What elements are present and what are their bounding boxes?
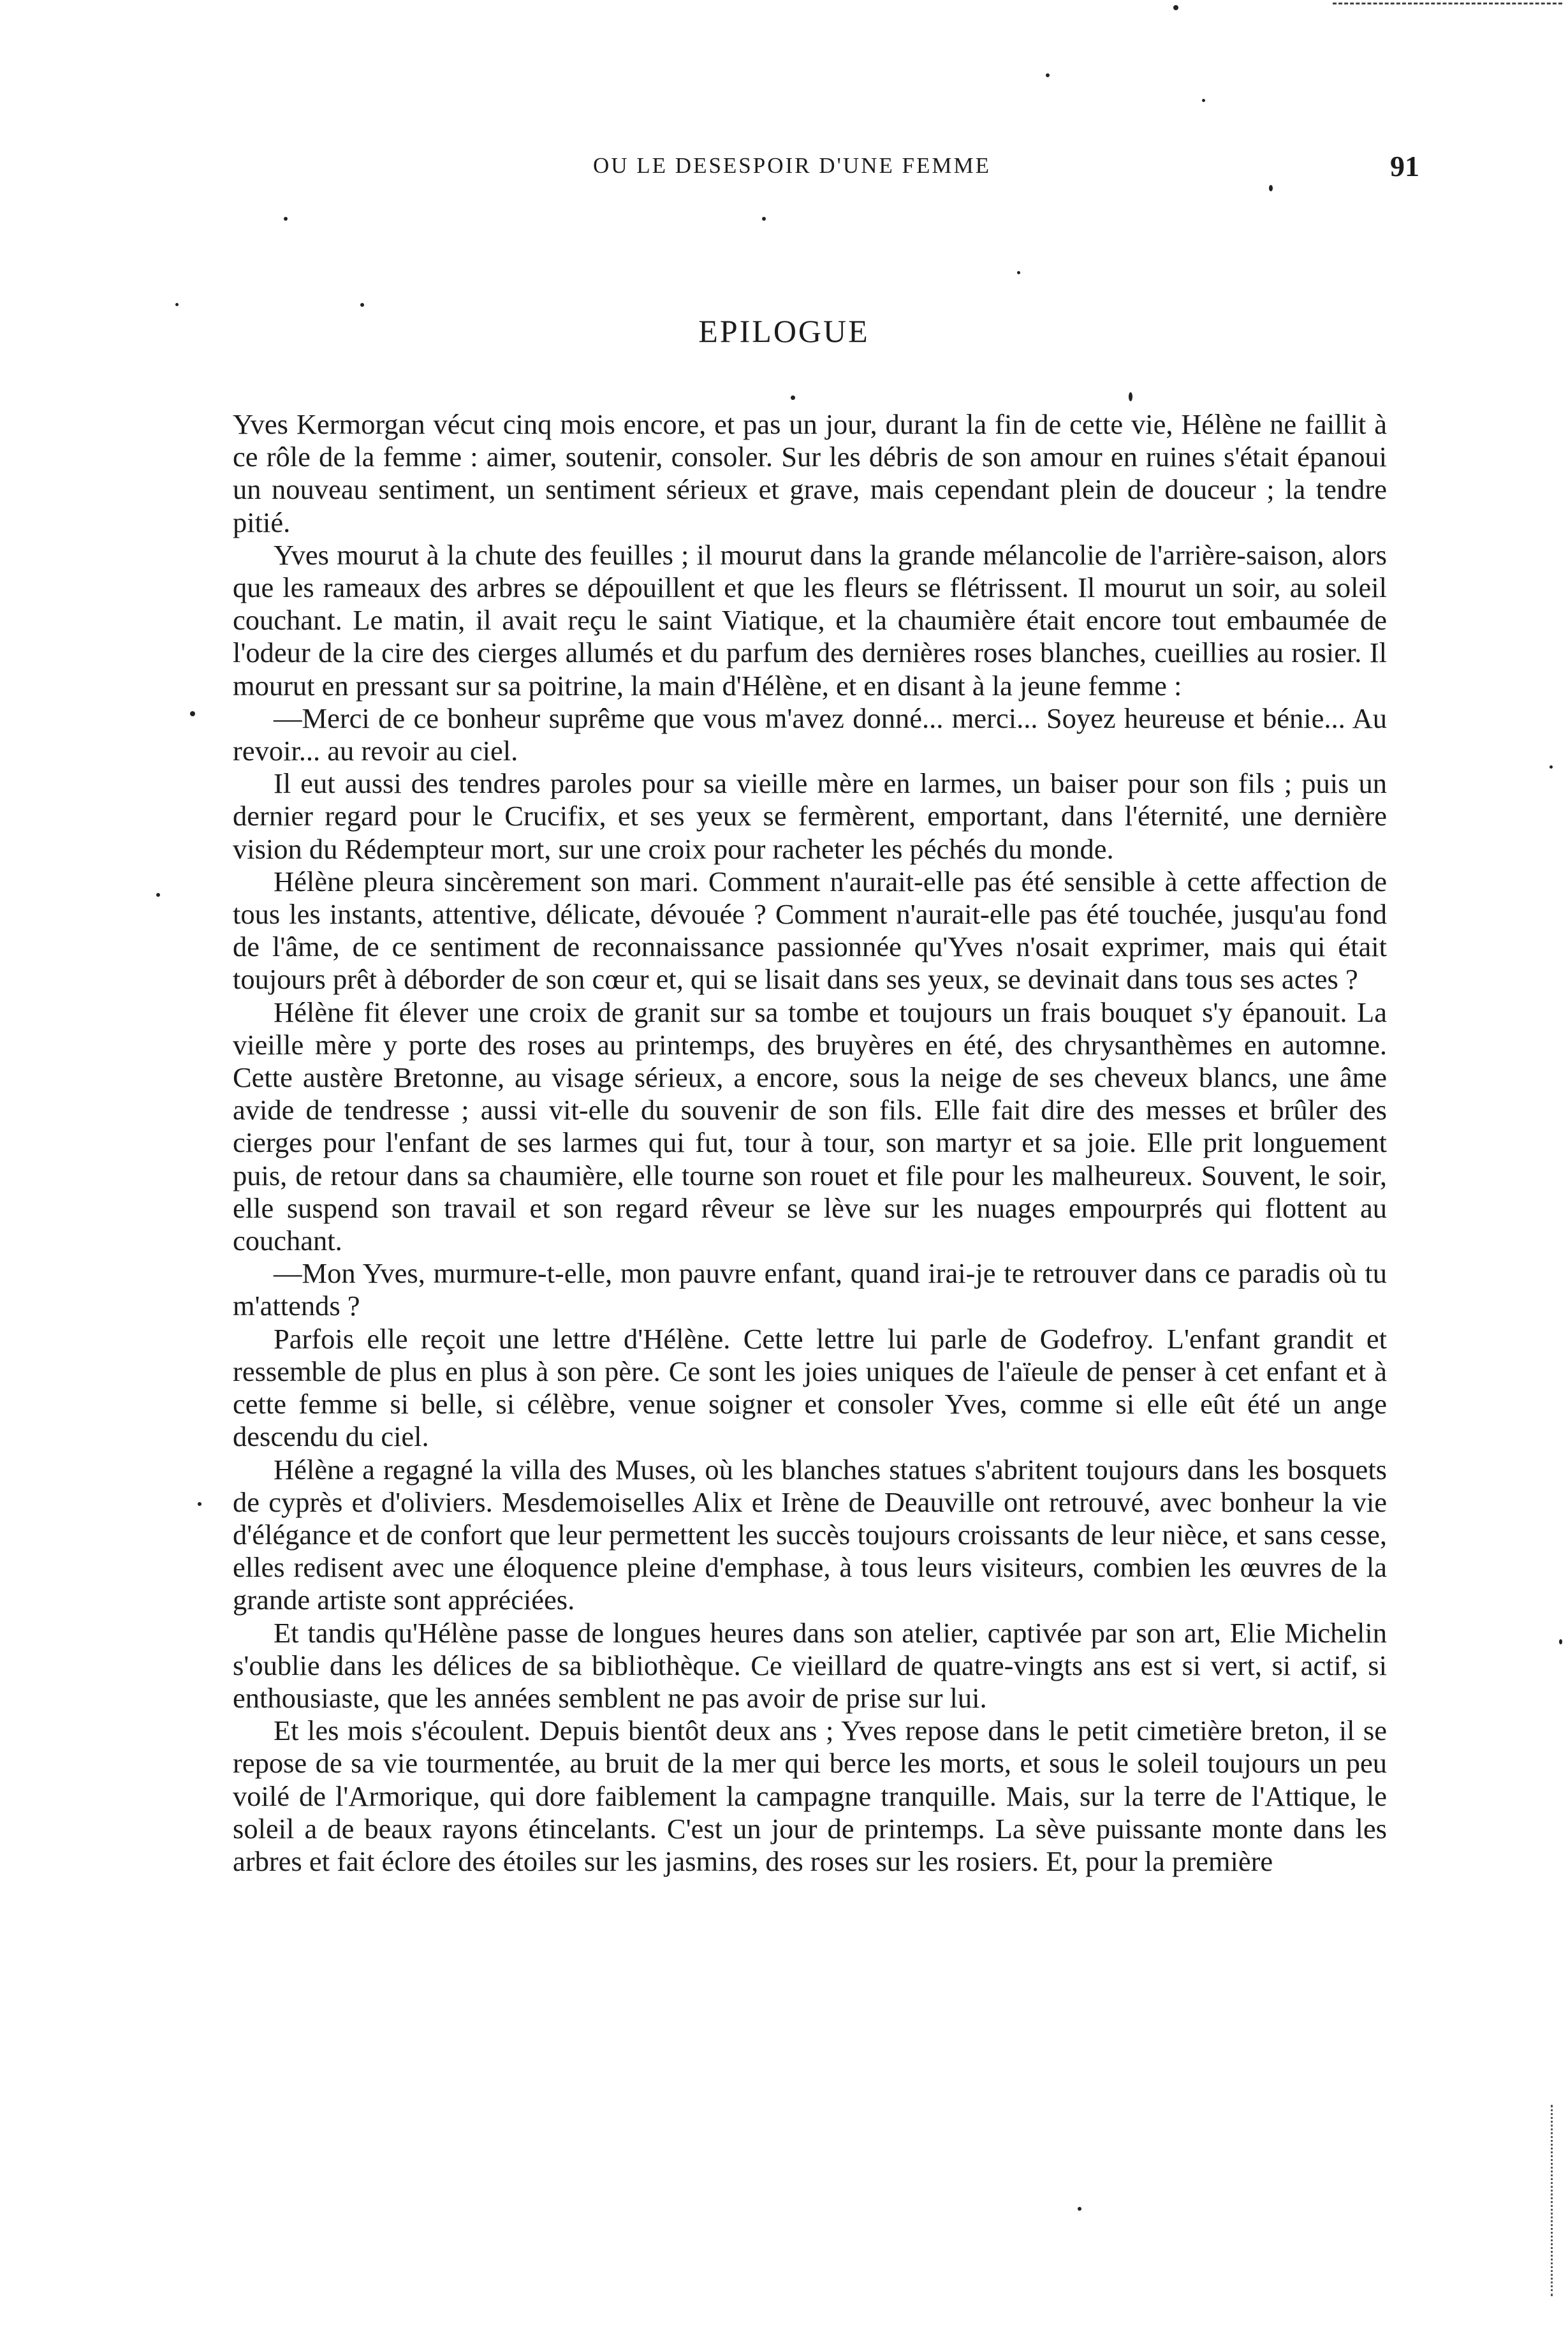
page-number: 91 <box>1390 150 1419 182</box>
scan-speck <box>198 1502 201 1506</box>
paragraph: Yves mourut à la chute des feuilles ; il mourut dans la grande mélancolie de l'arrière-saison, alors que les rameaux des arbres se dépouillent et que les fleurs se flétrissent. Il mourut un soir, au soleil couchant. Le matin, il avait reçu le saint Viatique, et la chaumière était encore tout embaumée de l'odeur de la cire des cierges allumés et du parfum des dernières roses blanches, cueillies au rosier. Il mourut en pressant sur sa poitrine, la main d'Hélène, et en disant à la jeune femme : <box>233 538 1387 702</box>
scan-speck <box>190 711 195 716</box>
scan-speck <box>762 217 766 221</box>
scan-speck <box>175 303 179 306</box>
body-text <box>233 408 1387 1878</box>
running-head <box>0 150 1568 191</box>
paragraph: Et tandis qu'Hélène passe de longues heures dans son atelier, captivée par son art, Elie Michelin s'oublie dans les délices de sa bibliothèque. Ce vieillard de quatre-vingts ans est si vert, si actif, si enthousiaste, que les années semblent ne pas avoir de prise sur lui. <box>233 1616 1387 1714</box>
paragraph: Hélène a regagné la villa des Muses, où les blanches statues s'abritent toujours dans les bosquets de cyprès et d'oliviers. Mesdemoiselles Alix et Irène de Deauville ont retrouvé, avec bonheur la vie d'élégance et de confort que leur permettent les succès toujours croissants de leur nièce, et sans cesse, elles redisent avec une éloquence pleine d'emphase, à tous leurs visiteurs, combien les œuvres de la grande artiste sont appréciées. <box>233 1453 1387 1616</box>
scan-edge-mark <box>1333 3 1562 4</box>
scan-speck <box>1017 271 1020 274</box>
paragraph: —Mon Yves, murmure-t-elle, mon pauvre enfant, quand irai-je te retrouver dans ce paradis où tu m'attends ? <box>233 1257 1387 1322</box>
scan-speck <box>360 303 364 307</box>
scan-speck <box>156 893 160 897</box>
scan-edge-mark <box>1551 2105 1559 2296</box>
paragraph: Yves Kermorgan vécut cinq mois encore, et pas un jour, durant la fin de cette vie, Hélène ne faillit à ce rôle de la femme : aimer, soutenir, consoler. Sur les débris de son amour en ruines s'était épanoui un nouveau sentiment, un sentiment sérieux et grave, mais cependant plein de douceur ; la tendre pitié. <box>233 408 1387 538</box>
paragraph: Parfois elle reçoit une lettre d'Hélène. Cette lettre lui parle de Godefroy. L'enfant grandit et ressemble de plus en plus à son père. Ce sont les joies uniques de l'aïeule de penser à cet enfant et à cette femme si belle, si célèbre, venue soigner et consoler Yves, comme si elle eût été un ange descendu du ciel. <box>233 1322 1387 1453</box>
scan-speck <box>1269 185 1273 191</box>
paragraph: Il eut aussi des tendres paroles pour sa vieille mère en larmes, un baiser pour son fils ; puis un dernier regard pour le Crucifix, et ses yeux se fermèrent, emportant, dans l'éternité, une dernière vision du Rédempteur mort, sur une croix pour racheter les péchés du monde. <box>233 767 1387 865</box>
scan-speck <box>1550 765 1553 769</box>
scan-speck <box>1046 73 1050 77</box>
scan-speck <box>1559 1639 1562 1644</box>
running-title: OU LE DESESPOIR D'UNE FEMME <box>593 153 991 178</box>
chapter-title: EPILOGUE <box>698 313 870 349</box>
paragraph: Hélène pleura sincèrement son mari. Comment n'aurait-elle pas été sensible à cette affection de tous les instants, attentive, délicate, dévouée ? Comment n'aurait-elle pas été touchée, jusqu'au fond de l'âme, de ce sentiment de reconnaissance passionnée qu'Yves n'osait exprimer, mais qui était toujours prêt à déborder de son cœur et, qui se lisait dans ses yeux, se devinait dans tous ses actes ? <box>233 865 1387 996</box>
scan-speck <box>1129 392 1132 401</box>
scan-speck <box>1078 2207 1081 2211</box>
scan-speck <box>791 395 795 400</box>
paragraph: Et les mois s'écoulent. Depuis bientôt deux ans ; Yves repose dans le petit cimetière breton, il se repose de sa vie tourmentée, au bruit de la mer qui berce les morts, et sous le soleil toujours un peu voilé de l'Armorique, qui dore faiblement la campagne tranquille. Mais, sur la terre de l'Attique, le soleil a de beaux rayons étincelants. C'est un jour de printemps. La sève puissante monte dans les arbres et fait éclore des étoiles sur les jasmins, des roses sur les rosiers. Et, pour la première <box>233 1714 1387 1877</box>
paragraph: —Merci de ce bonheur suprême que vous m'avez donné... merci... Soyez heureuse et bénie... Au revoir... au revoir au ciel. <box>233 702 1387 767</box>
paragraph: Hélène fit élever une croix de granit sur sa tombe et toujours un frais bouquet s'y épanouit. La vieille mère y porte des roses au printemps, des bruyères en été, des chrysanthèmes en automne. Cette austère Bretonne, au visage sérieux, a encore, sous la neige de ses cheveux blancs, une âme avide de tendresse ; aussi vit-elle du souvenir de son fils. Elle fait dire des messes et brûler des cierges pour l'enfant de ses larmes qui fut, tour à tour, son martyr et sa joie. Elle prit longuement puis, de retour dans sa chaumière, elle tourne son rouet et file pour les malheureux. Souvent, le soir, elle suspend son travail et son regard rêveur se lève sur les nuages empourprés qui flottent au couchant. <box>233 996 1387 1257</box>
scan-speck <box>284 217 288 221</box>
scan-speck <box>1173 5 1178 10</box>
scan-speck <box>1202 99 1205 102</box>
